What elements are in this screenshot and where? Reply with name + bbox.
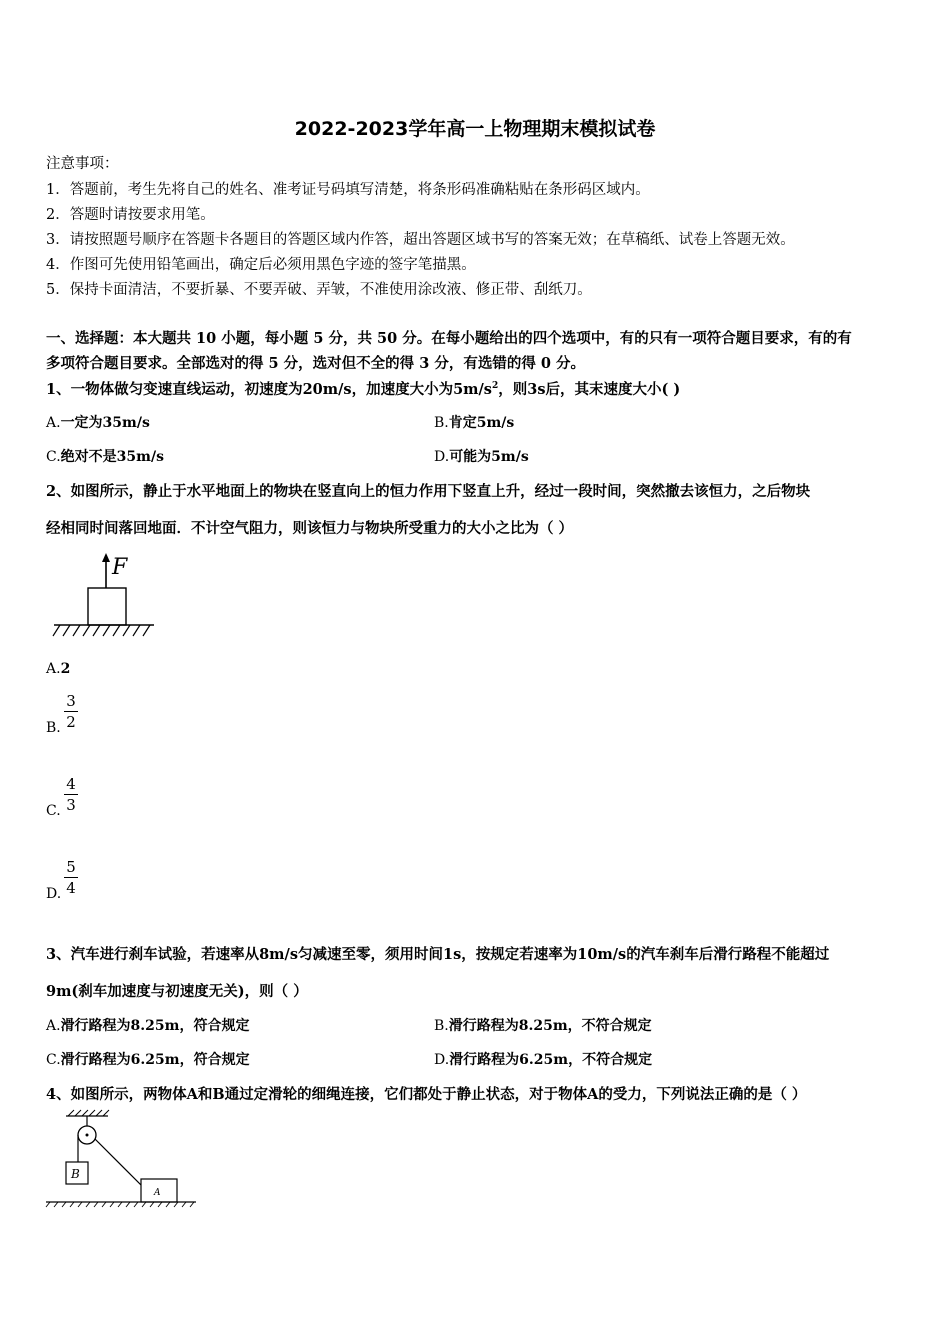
q1-option-c[interactable]: C.绝对不是35m/s bbox=[46, 449, 164, 465]
ground-hatch bbox=[46, 1202, 194, 1207]
ceiling-hatch bbox=[68, 1110, 109, 1116]
question-3-stem: 3、汽车进行刹车试验，若速率从8m/s匀减速至零，须用时间1s，按规定若速率为10m/s的汽车刹车后滑行路程不能超过 bbox=[46, 946, 830, 963]
question-4-stem: 4、如图所示，两物体A和B通过定滑轮的细绳连接，它们都处于静止状态，对于物体A的受力，下列说法正确的是（ ） bbox=[46, 1086, 807, 1103]
notice-item: 5．保持卡面清洁，不要折暴、不要弄破、弄皱，不准使用涂改液、修正带、刮纸刀。 bbox=[46, 282, 592, 298]
question-2-stem: 2、如图所示，静止于水平地面上的物块在竖直向上的恒力作用下竖直上升，经过一段时间，突然撤去该恒力，之后物块 bbox=[46, 483, 811, 500]
q2-option-c-fraction: 4 3 bbox=[64, 775, 78, 814]
page-title: 2022-2023学年高一上物理期末模拟试卷 bbox=[294, 118, 656, 140]
q2-option-d-fraction: 5 4 bbox=[64, 858, 78, 897]
section-instructions: 多项符合题目要求。全部选对的得 5 分，选对但不全的得 3 分，有选错的得 0 分。 bbox=[46, 355, 586, 372]
q2-option-a[interactable]: A.2 bbox=[46, 661, 71, 677]
q3-option-b[interactable]: B.滑行路程为8.25m，不符合规定 bbox=[434, 1018, 652, 1034]
notice-item: 2．答题时请按要求用笔。 bbox=[46, 207, 215, 223]
notice-item: 1．答题前，考生先将自己的姓名、准考证号码填写清楚，将条形码准确粘贴在条形码区域内。 bbox=[46, 182, 650, 198]
notice-heading: 注意事项： bbox=[46, 156, 119, 172]
q2-force-diagram bbox=[50, 548, 160, 640]
q3-option-c[interactable]: C.滑行路程为6.25m，符合规定 bbox=[46, 1052, 250, 1068]
question-3-stem: 9m(刹车加速度与初速度无关)，则（ ） bbox=[46, 983, 308, 1000]
block-b-label: B bbox=[71, 1167, 80, 1181]
block-a-label: A bbox=[154, 1188, 161, 1198]
q1-option-b[interactable]: B.肯定5m/s bbox=[434, 415, 515, 431]
section-instructions: 一、选择题：本大题共 10 小题，每小题 5 分，共 50 分。在每小题给出的四个选项中，有的只有一项符合题目要求，有的有 bbox=[46, 330, 852, 347]
notice-item: 4．作图可先使用铅笔画出，确定后必须用黑色字迹的签字笔描黑。 bbox=[46, 257, 476, 273]
q2-option-b-fraction: 3 2 bbox=[64, 692, 78, 731]
notice-item: 3．请按照题号顺序在答题卡各题目的答题区域内作答，超出答题区域书写的答案无效；在草稿纸、试卷上答题无效。 bbox=[46, 232, 795, 248]
q2-option-d[interactable]: D. bbox=[46, 886, 62, 902]
question-1-stem: 1、一物体做匀变速直线运动，初速度为20m/s，加速度大小为$5m/s^2$，则3s后，其末速度大小( ) bbox=[46, 381, 681, 398]
force-arrow-head bbox=[102, 553, 110, 562]
q1-option-a[interactable]: A.一定为35m/s bbox=[46, 415, 150, 431]
block bbox=[88, 588, 126, 625]
question-2-stem: 经相同时间落回地面．不计空气阻力，则该恒力与物块所受重力的大小之比为（ ） bbox=[46, 520, 574, 537]
ground-hatch bbox=[53, 625, 150, 636]
q2-option-c[interactable]: C. bbox=[46, 803, 61, 819]
force-label: F bbox=[112, 555, 128, 580]
q3-option-d[interactable]: D.滑行路程为6.25m，不符合规定 bbox=[434, 1052, 653, 1068]
q4-pulley-diagram bbox=[44, 1108, 200, 1208]
q3-option-a[interactable]: A.滑行路程为8.25m，符合规定 bbox=[46, 1018, 250, 1034]
rope-to-a bbox=[95, 1139, 148, 1192]
q2-option-b[interactable]: B. bbox=[46, 720, 61, 736]
q1-option-d[interactable]: D.可能为5m/s bbox=[434, 449, 529, 465]
